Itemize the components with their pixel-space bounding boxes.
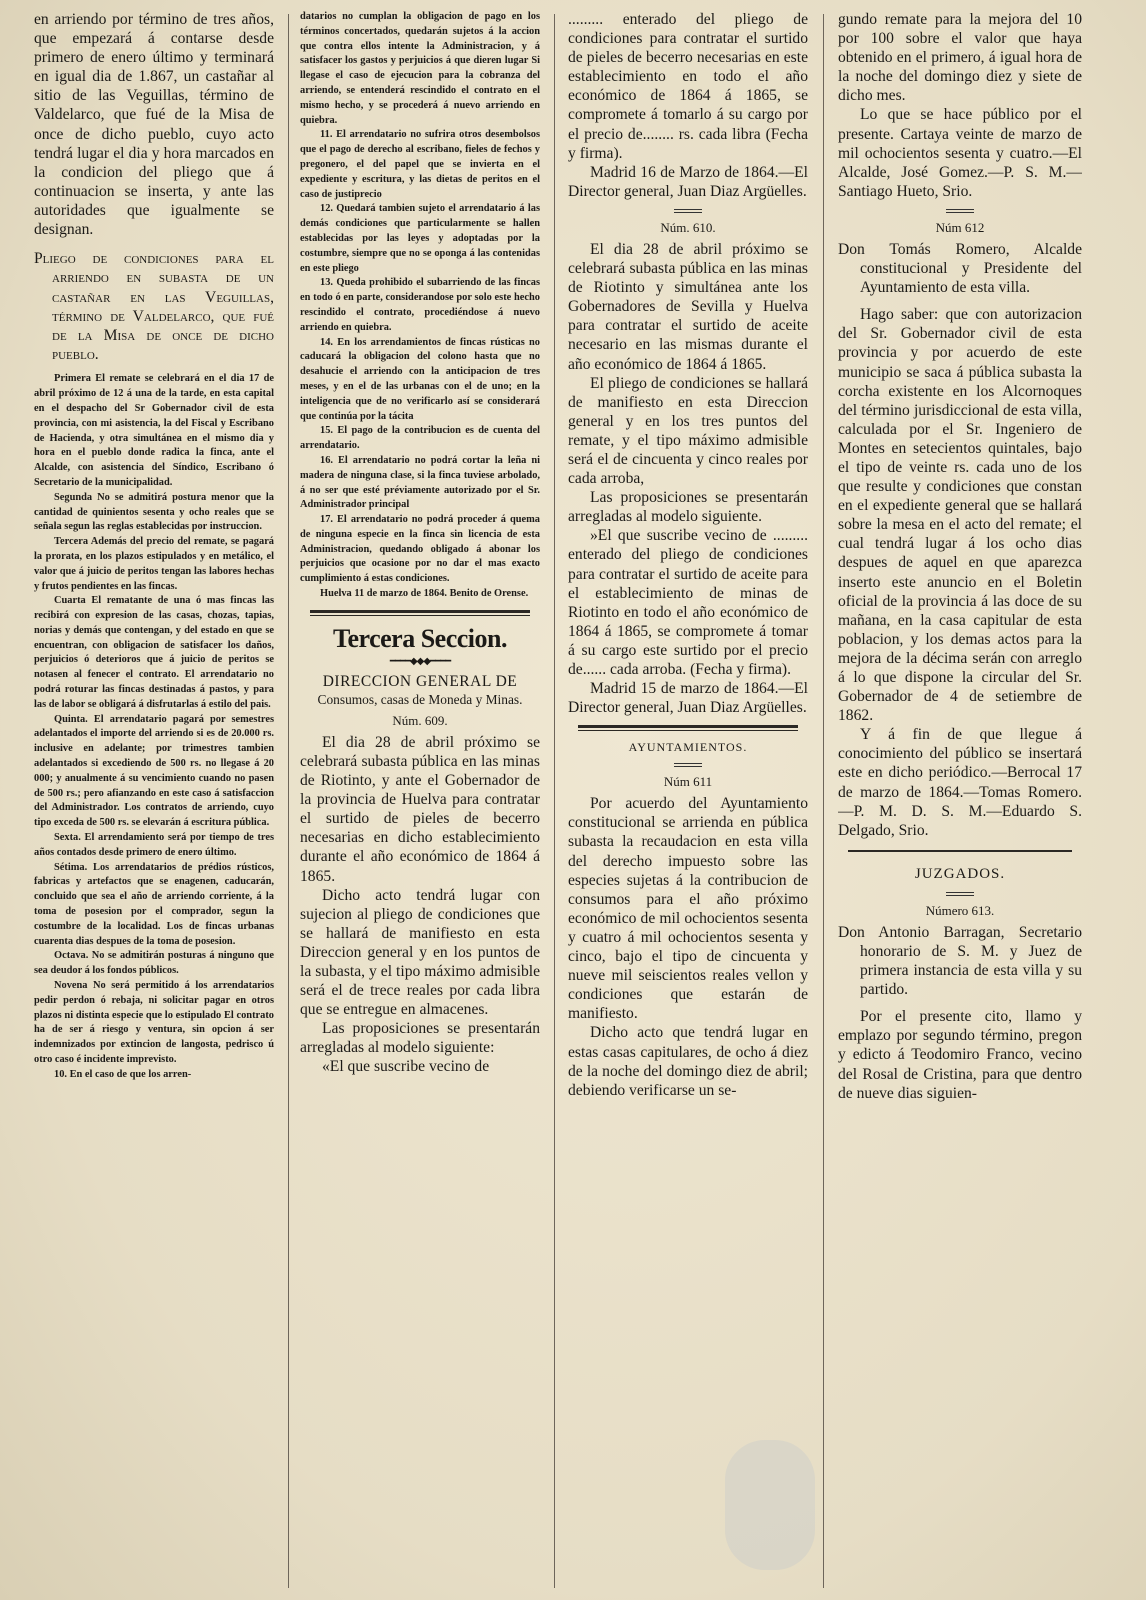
double-rule bbox=[946, 892, 974, 896]
direction-subheading: Consumos, casas de Moneda y Minas. bbox=[317, 691, 523, 707]
signature: Lo que se hace público por el presente. Cartaya veinte de marzo de mil ochocientos sesenta y cuatro.—El Alcalde, José Gomez.—P. S. M.—Santiago Hueto, Srio. bbox=[838, 106, 1082, 200]
notice-number: Núm 612 bbox=[935, 219, 985, 235]
notice-paragraph: Dicho acto tendrá lugar con sujecion al pliego de condiciones que se hallará de manifiesto en esta Direccion general y en los puntos de la subasta, y el tipo máximo admisible será el de trece reales por cada libra que se entregue en almacenes. bbox=[300, 886, 540, 1019]
separator bbox=[310, 610, 530, 613]
section-heading: AYUNTAMIENTOS. bbox=[628, 740, 748, 755]
double-rule bbox=[674, 209, 702, 213]
condition-item: 15. El pago de la contribucion es de cuenta del arrendatario. bbox=[300, 425, 540, 452]
condition-item: Quinta. El arrendatario pagará por semestres adelantados el importe del arriendo si es de 20.000 rs. inclusive en adelante; por trimestres tambien adelantados si excediendo de 500 rs. no llegase á 20 000; y anualmente á su vencimiento cuando no pasen de 500 rs.; pero afianzando en este caso á satisfaccion del Administrador. Los contratos de arriendo, cuyo tipo exceda de 500 rs. se elevarán á escritura pública. bbox=[34, 713, 274, 829]
notice-paragraph: Por acuerdo del Ayuntamiento constitucional se arrienda en pública subasta la recaudacion en esta villa del derecho impuesto sobre las especies sujetas á la contribucion de consumos para el año próximo económico de mil ochocientos sesenta y cuatro á mil ochocientos sesenta y cinco, bajo el tipo de cincuenta y nueve mil seiscientos reales vellon y condiciones que estarán de manifiesto. bbox=[568, 795, 808, 1023]
spacer bbox=[838, 999, 1082, 1007]
notice-paragraph: «El que suscribe vecino de bbox=[322, 1058, 490, 1076]
condition-item: 11. El arrendatario no sufrira otros desembolsos que el pago de derecho al escribano, fieles de fechos y pregonero, el del papel que se invierta en el expediente y escritura, y las dietas de peritos en el caso de justiprecio bbox=[300, 129, 540, 200]
spacer bbox=[838, 297, 1082, 305]
condition-item: Octava. No se admitirán posturas á ninguno que sea deudor á los fondos públicos. bbox=[34, 950, 274, 977]
ornament: ━━━━◆◆◆━━━━ bbox=[389, 655, 451, 667]
condition-item: 12. Quedará tambien sujeto el arrendatario á las demás condiciones que particularmente se hallen establecidas por las leyes y adoptadas por la costumbre, siempre que no se oponga á las contenidas en este pliego bbox=[300, 203, 540, 274]
notice-header: Don Tomás Romero, Alcalde constitucional y Presidente del Ayuntamiento de esta villa. bbox=[838, 240, 1082, 297]
column-rule bbox=[288, 14, 289, 1588]
notice-number: Número 613. bbox=[925, 902, 995, 918]
notice-paragraph: Y á fin de que llegue á conocimiento del público se insertará este en dicho periódico.—Berrocal 17 de marzo de 1864.—Tomas Romero.—P. M. D. S. M.—Eduardo S. Delgado, Srio. bbox=[838, 726, 1082, 839]
notice-number: Núm. 609. bbox=[392, 712, 448, 728]
condition-item: Cuarta El rematante de una ó mas fincas las recibirá con expresion de las casas, chozas, tapias, norias y demás que contengan, y del estado en que se encuentran, con obligacion de satisfacer los daños, perjuicios ó deterioros que á juicio de peritos se notasen al fenecer el contrato. El arrendatario no podrá roturar las fincas destinadas á pastos, y para las de labor se obligará á disfrutarlas á estilo del pais. bbox=[34, 595, 274, 710]
library-stamp bbox=[725, 1440, 815, 1570]
condition-item: Sexta. El arrendamiento será por tiempo de tres años contados desde primero de enero último. bbox=[34, 832, 274, 858]
condition-item: Sétima. Los arrendatarios de prédios rústicos, fabricas y artefactos que se enagenen, caducarán, concluido que sea el año de arriendo corriente, á la toma de posesion por el comprador, segun la costumbre de la localidad. Los de fincas urbanas cuarenta dias despues de la toma de posesion. bbox=[34, 861, 274, 947]
column-4 bbox=[838, 10, 1082, 1103]
notice-number: Núm. 610. bbox=[660, 219, 716, 235]
notice-header: Don Antonio Barragan, Secretario honorario de S. M. y Juez de primera instancia de esta villa y su partido. bbox=[838, 923, 1082, 999]
separator bbox=[848, 850, 1072, 852]
condition-item: Novena No será permitido á los arrendatarios pedir perdon ó rebaja, ni solicitar pagar en otros plazos ni distinta especie que lo estipulado El contrato ha de ser á riesgo y ventura, sin opcion á ser indemnizados por extincion de langosta, pedrisco ú otro caso é incidente imprevisto. bbox=[34, 980, 274, 1065]
column-2 bbox=[300, 10, 540, 1077]
separator bbox=[310, 615, 530, 616]
section-heading: JUZGADOS. bbox=[914, 865, 1006, 882]
section-title: Tercera Seccion. bbox=[333, 623, 507, 653]
notice-paragraph: Por el presente cito, llamo y emplazo por segundo término, pregon y edicto á Teodomiro Franco, vecino del Rosal de Cristina, para que dentro de nueve dias siguien- bbox=[838, 1008, 1082, 1102]
notice-paragraph: gundo remate para la mejora del 10 por 100 sobre el valor que haya obtenido en el primero, á igual hora de la noche del domingo diez y siete de dicho mes. bbox=[838, 11, 1082, 105]
condition-item: 14. En los arrendamientos de fincas rústicas no caducará la obligacion del colono hasta que no desahucie el arriendo con la anticipacion de tres meses, y en el de las urbanas con el de uno; en la inteligencia que de no verificarlo así se considerará que continúa por la tácita bbox=[300, 336, 540, 422]
condition-item: Tercera Además del precio del remate, se pagará la prorata, en los plazos estipulados y en metálico, el valor que á juicio de peritos tengan las labores hechas y frutos pendientes en las fincas. bbox=[34, 536, 274, 592]
condition-item: 10. En el caso de que los arren- bbox=[54, 1068, 192, 1080]
condition-item: 16. El arrendatario no podrá cortar la leña ni madera de ninguna clase, si la finca tuviese arbolado, á no ser que esté préviamente autorizado por el Sr. Administrador principal bbox=[300, 454, 540, 511]
intro-paragraph: en arriendo por término de tres años, que empezará á contarse desde primero de enero último y terminará en igual dia de 1.867, un castañar al sitio de las Veguillas, término de Valdelarco, que fué de la Misa de once de dicho pueblo, cuyo acto tendrá lugar el dia y hora marcados en la condicion del pliego que á continuacion se inserta, y ante las autoridades que igualmente se designan. bbox=[34, 11, 274, 239]
notice-paragraph: Dicho acto que tendrá lugar en estas casas capitulares, de ocho á diez de la noche del domingo diez de abril; debiendo verificarse un se- bbox=[568, 1024, 808, 1099]
condition-item: Primera El remate se celebrará en el dia 17 de abril próximo de 12 á una de la tarde, en esta capital en el despacho del Sr Gobernador civil de esta provincia, con mi asistencia, la del Fiscal y Escribano de Hacienda, y otra simultánea en el mismo dia y hora en el pueblo donde radica la finca, ante el Alcalde, con asistencia del Síndico, Escribano ó Secretario de la municipalidad. bbox=[34, 373, 274, 488]
double-rule bbox=[674, 763, 702, 767]
column-1 bbox=[34, 10, 274, 1083]
notice-paragraph: El dia 28 de abril próximo se celebrará subasta pública en las minas de Riotinto y simultánea ante los Gobernadores de Sevilla y Huelva para contratar el surtido de aceite necesario en las mismas durante el año económico de 1864 á 1865. bbox=[568, 240, 808, 373]
pliego-title: Pliego de condiciones para el arriendo en subasta de un castañar en las Veguillas, término de Valdelarco, que fué de la Misa de once de dicho pueblo. bbox=[34, 250, 274, 364]
column-3 bbox=[568, 10, 808, 1100]
direction-heading: DIRECCION GENERAL DE bbox=[322, 672, 518, 690]
notice-paragraph: Hago saber: que con autorizacion del Sr. Gobernador civil de esta provincia y por acuerdo de este municipio se saca á pública subasta la corcha existente en los Alcornoques del término jurisdiccional de esta villa, calculada por el Sr. Ingeniero de Montes en setecientos quintales, bajo el tipo de veinte rs. cada uno de los que resulte y condiciones que constan en el expediente general que se hallará sobre la mesa en el acto del remate; el cual tendrá lugar á los ocho dias despues de aquel en que aparezca inserto este anuncio en el Boletin oficial de la provincia á las doce de su mañana, en la casa capitular de esta poblacion, y los demas actos para la mejora de la décima serán con arreglo á lo que dispone la circular del Sr. Gobernador de 4 de setiembre de 1862. bbox=[838, 306, 1082, 725]
notice-paragraph: »El que suscribe vecino de ......... enterado del pliego de condiciones para contratar el surtido de aceite para el establecimiento de minas de Riotinto en todo el año económico de 1864 á 1865, se compromete á tomar á su cargo este surtido por el precio de...... cada arroba. (Fecha y firma). bbox=[568, 527, 808, 678]
notice-paragraph: ......... enterado del pliego de condiciones para contratar el surtido de pieles de becerro necesarias en este establecimiento en todo el año económico de 1864 á 1865, se compromete á tomarlo á su cargo por el precio de........ rs. cada libra (Fecha y firma). bbox=[568, 11, 808, 162]
signature: Madrid 15 de marzo de 1864.—El Director general, Juan Diaz Argüelles. bbox=[568, 680, 808, 717]
column-rule bbox=[554, 14, 555, 1588]
notice-paragraph: Las proposiciones se presentarán arregladas al modelo siguiente: bbox=[300, 1020, 540, 1057]
signature: Huelva 11 de marzo de 1864. Benito de Orense. bbox=[320, 588, 529, 600]
notice-paragraph: El pliego de condiciones se hallará de manifiesto en esta Direccion general y en los tres puntos del remate, y el tipo máximo admisible será el de cincuenta y cinco reales por cada arroba, bbox=[568, 374, 808, 488]
condition-item: Segunda No se admitirá postura menor que la cantidad de quinientos sesenta y ocho reales que se señala segun las reglas establecidas por instruccion. bbox=[34, 491, 274, 533]
condition-item: datarios no cumplan la obligacion de pago en los términos concertados, quedarán sujetos á la accion que contra ellos intente la Administracion, y á satisfacer los gastos y perjuicios á que dieren lugar Si llegase el caso de ejecucion para la cobranza del arriendo, se entenderá rescindido el contrato en el mismo hecho, y se procederá á nuevo arriendo en quiebra. bbox=[300, 11, 540, 126]
condition-item: 17. El arrendatario no podrá proceder á quema de ninguna especie en la finca sin licencia de esta Administracion, quedando obligado á abonar los perjuicios que ocasione por no dar el mas exacto cumplimiento á estas condiciones. bbox=[300, 514, 540, 585]
notice-number: Núm 611 bbox=[663, 774, 713, 790]
signature: Madrid 16 de Marzo de 1864.—El Director general, Juan Diaz Argüelles. bbox=[568, 163, 808, 200]
notice-paragraph: Las proposiciones se presentarán arregladas al modelo siguiente. bbox=[568, 489, 808, 526]
notice-paragraph: El dia 28 de abril próximo se celebrará subasta pública en las minas de Riotinto, y ante el Gobernador de la provincia de Huelva para contratar el surtido de pieles de becerro necesarias en dicho establecimiento durante el año económico de 1864 á 1865. bbox=[300, 733, 540, 885]
double-rule bbox=[946, 209, 974, 213]
separator bbox=[578, 725, 798, 728]
column-rule bbox=[823, 14, 824, 1588]
condition-item: 13. Queda prohibido el subarriendo de las fincas en todo ó en parte, considerandose por solo este hecho rescindido el contrato, procediéndose á nuevo arriendo en quiebra. bbox=[300, 277, 540, 333]
separator bbox=[578, 730, 798, 731]
